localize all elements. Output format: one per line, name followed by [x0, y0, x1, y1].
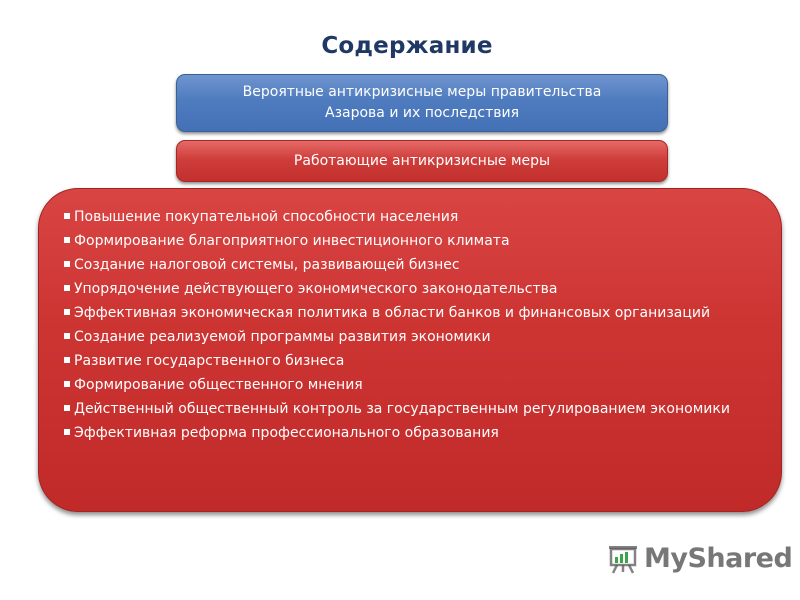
blue-topic-box[interactable] — [176, 74, 668, 132]
blue-topic-line-1: Вероятные антикризисные меры правительства — [242, 84, 602, 100]
list-item: Эффективная реформа профессионального образования — [56, 421, 753, 445]
square-bullet-icon — [64, 237, 70, 243]
list-item: Создание реализуемой программы развития экономики — [56, 325, 753, 349]
list-item: Повышение покупательной способности населения — [56, 205, 753, 229]
list-item: Развитие государственного бизнеса — [56, 349, 753, 373]
list-item: Эффективная экономическая политика в области банков и финансовых организаций — [56, 301, 753, 325]
list-item: Создание налоговой системы, развивающей бизнес — [56, 253, 753, 277]
red-topic-label: Работающие антикризисные меры — [293, 152, 551, 169]
list-item: Формирование благоприятного инвестиционного климата — [56, 229, 753, 253]
list-item: Формирование общественного мнения — [56, 373, 753, 397]
list-item: Действенный общественный контроль за государственным регулированием экономики — [56, 397, 753, 421]
square-bullet-icon — [64, 285, 70, 291]
square-bullet-icon — [64, 381, 70, 387]
square-bullet-icon — [64, 405, 70, 411]
measures-content-box — [38, 188, 782, 512]
square-bullet-icon — [64, 261, 70, 267]
list-item: Упорядочение действующего экономического законодательства — [56, 277, 753, 301]
slide-title: Содержание — [321, 33, 493, 59]
measures-list — [56, 205, 753, 445]
watermark-text: MyShared — [644, 542, 793, 574]
blue-topic-line-2: Азарова и их последствия — [325, 105, 519, 121]
square-bullet-icon — [64, 357, 70, 363]
red-topic-box[interactable] — [176, 140, 668, 182]
square-bullet-icon — [64, 213, 70, 219]
square-bullet-icon — [64, 309, 70, 315]
square-bullet-icon — [64, 333, 70, 339]
presentation-board-icon — [608, 542, 638, 574]
myshared-watermark[interactable] — [608, 540, 793, 576]
square-bullet-icon — [64, 429, 70, 435]
